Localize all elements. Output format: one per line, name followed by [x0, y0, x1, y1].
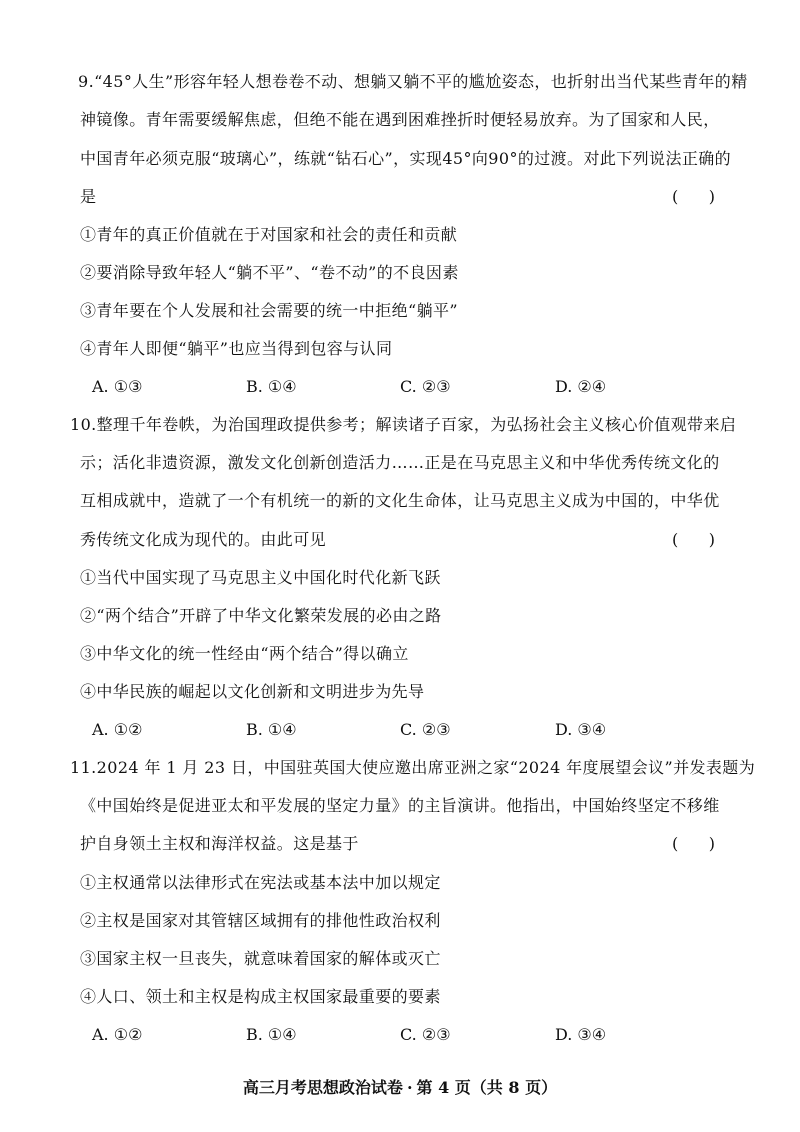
statement-2: ②要消除导致年轻人“躺不平”、“卷不动”的不良因素 — [80, 263, 459, 282]
choice-b: B. ①④ — [246, 1025, 297, 1044]
question-stem-line: 互相成就中，造就了一个有机统一的新的文化生命体，让马克思主义成为中国的，中华优 — [80, 491, 720, 510]
question-stem-line: 整理千年卷帙，为治国理政提供参考；解读诸子百家，为弘扬社会主义核心价值观带来启 — [96, 415, 737, 434]
page-number: 第 4 页（共 8 页） — [416, 1078, 558, 1097]
statement-4: ④中华民族的崛起以文化创新和文明进步为先导 — [80, 682, 425, 701]
choice-c: C. ②③ — [400, 377, 451, 396]
statement-3: ③中华文化的统一性经由“两个结合”得以确立 — [80, 644, 409, 663]
choice-b: B. ①④ — [246, 720, 297, 739]
statement-3: ③青年要在个人发展和社会需要的统一中拒绝“躺平” — [80, 301, 458, 320]
exam-title: 高三月考思想政治试卷 — [242, 1078, 403, 1097]
choice-c: C. ②③ — [400, 720, 451, 739]
choice-a: A. ①② — [92, 720, 143, 739]
question-stem-line: 护自身领土主权和海洋权益。这是基于 — [80, 834, 359, 853]
choice-c: C. ②③ — [400, 1025, 451, 1044]
question-stem-line: 示；活化非遗资源，激发文化创新创造活力……正是在马克思主义和中华优秀传统文化的 — [80, 453, 720, 472]
choice-a: A. ①② — [92, 1025, 143, 1044]
statement-1: ①青年的真正价值就在于对国家和社会的责任和贡献 — [80, 225, 458, 244]
choice-d: D. ③④ — [555, 720, 607, 739]
question-number — [78, 71, 748, 93]
choice-d: D. ③④ — [555, 1025, 607, 1044]
question-stem-line: 秀传统文化成为现代的。由此可见 — [80, 530, 327, 549]
choice-b: B. ①④ — [246, 377, 297, 396]
answer-bracket: ( ) — [672, 530, 715, 549]
question-stem-line: “45°人生”形容年轻人想卷卷不动、想躺又躺不平的尴尬姿态，也折射出当代某些青年的精 — [94, 72, 748, 91]
statement-2: ②“两个结合”开辟了中华文化繁荣发展的必由之路 — [80, 606, 442, 625]
question-stem-line: 是 — [80, 187, 97, 206]
statement-3: ③国家主权一旦丧失，就意味着国家的解体或灭亡 — [80, 949, 441, 968]
statement-4: ④人口、领土和主权是构成主权国家最重要的要素 — [80, 987, 441, 1006]
question-number-label: 11. — [70, 758, 97, 777]
question-stem-line: 《中国始终是促进亚太和平发展的坚定力量》的主旨演讲。他指出，中国始终坚定不移维 — [80, 796, 720, 815]
footer-separator: · — [406, 1078, 413, 1097]
statement-1: ①当代中国实现了马克思主义中国化时代化新飞跃 — [80, 568, 441, 587]
statement-1: ①主权通常以法律形式在宪法或基本法中加以规定 — [80, 873, 441, 892]
choice-d: D. ②④ — [555, 377, 607, 396]
question-stem-line: 中国青年必须克服“玻璃心”，练就“钻石心”，实现45°向90°的过渡。对此下列说法正确的 — [80, 149, 732, 168]
statement-2: ②主权是国家对其管辖区域拥有的排他性政治权利 — [80, 911, 441, 930]
question-stem-line: 2024 年 1 月 23 日，中国驻英国大使应邀出席亚洲之家“2024 年度展望会议”并发表题为 — [96, 758, 756, 777]
question-number — [70, 414, 736, 436]
question-number-label: 10. — [70, 415, 97, 434]
question-number-label: 9. — [78, 72, 95, 91]
page-footer — [0, 1077, 800, 1099]
choice-a: A. ①③ — [92, 377, 143, 396]
statement-4: ④青年人即便“躺平”也应当得到包容与认同 — [80, 339, 393, 358]
question-stem-line: 神镜像。青年需要缓解焦虑，但绝不能在遇到困难挫折时便轻易放弃。为了国家和人民， — [80, 110, 720, 129]
answer-bracket: ( ) — [672, 187, 715, 206]
question-number — [70, 757, 755, 779]
answer-bracket: ( ) — [672, 834, 715, 853]
